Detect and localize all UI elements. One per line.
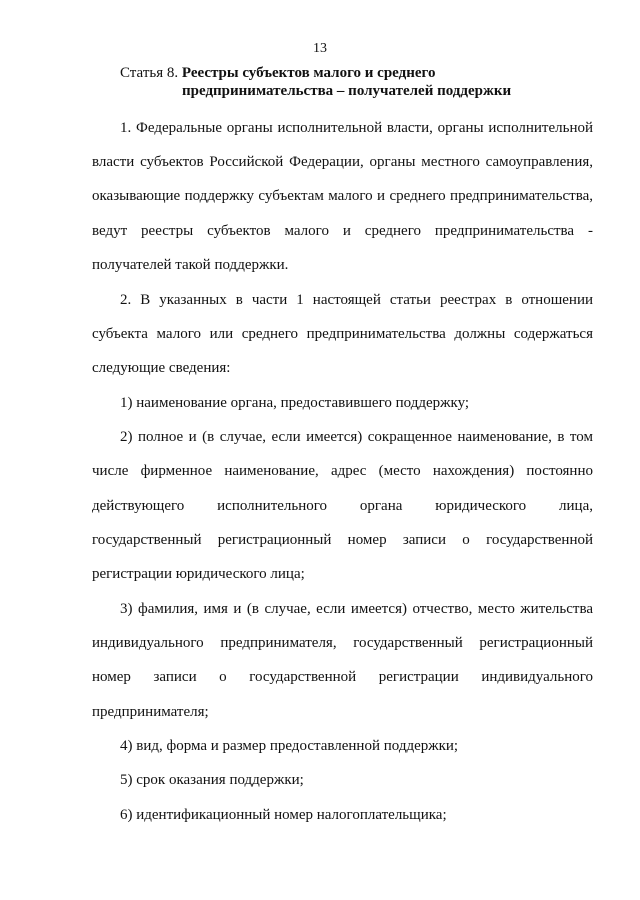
paragraph-2-line: 2. В указанных в части 1 настоящей статьи реестрах в отношении <box>120 292 593 308</box>
paragraph-1-line: 1. Федеральные органы исполнительной власти, органы исполнительной <box>120 120 593 136</box>
paragraph-2-line: субъекта малого или среднего предпринимательства должны содержаться <box>92 326 593 342</box>
paragraph-2-line: следующие сведения: <box>92 360 231 376</box>
paragraph-1-line: получателей такой поддержки. <box>92 257 289 273</box>
paragraph-1-line: ведут реестры субъектов малого и среднего предпринимательства - <box>92 223 593 239</box>
list-item-6: 6) идентификационный номер налогоплательщика; <box>120 807 447 823</box>
article-number: Статья 8. <box>120 65 179 81</box>
list-item-3-line: номер записи о государственной регистрации индивидуального <box>92 669 593 685</box>
list-item-4: 4) вид, форма и размер предоставленной поддержки; <box>120 738 459 754</box>
page-number: 13 <box>313 41 327 56</box>
article-title-line-2: предпринимательства – получателей поддержки <box>182 83 512 99</box>
list-item-3-line: 3) фамилия, имя и (в случае, если имеется) отчество, место жительства <box>120 601 593 617</box>
paragraph-1-line: оказывающие поддержку субъектам малого и среднего предпринимательства, <box>92 188 593 204</box>
list-item-2-line: государственный регистрационный номер записи о государственной <box>92 532 593 548</box>
article-heading <box>120 64 600 100</box>
list-item-2-line: 2) полное и (в случае, если имеется) сокращенное наименование, в том <box>120 429 593 445</box>
list-item-3-line: индивидуального предпринимателя, государственный регистрационный <box>92 635 593 651</box>
paragraph-1-line: власти субъектов Российской Федерации, органы местного самоуправления, <box>92 154 593 170</box>
article-title-line-1: Реестры субъектов малого и среднего <box>181 65 436 81</box>
list-item-1: 1) наименование органа, предоставившего поддержку; <box>120 395 470 411</box>
list-item-2-line: регистрации юридического лица; <box>92 566 305 582</box>
list-item-5: 5) срок оказания поддержки; <box>120 772 304 788</box>
list-item-3-line: предпринимателя; <box>92 704 209 720</box>
list-item-2-line: числе фирменное наименование, адрес (место нахождения) постоянно <box>92 463 593 479</box>
list-item-2-line: действующего исполнительного органа юридического лица, <box>92 498 593 514</box>
